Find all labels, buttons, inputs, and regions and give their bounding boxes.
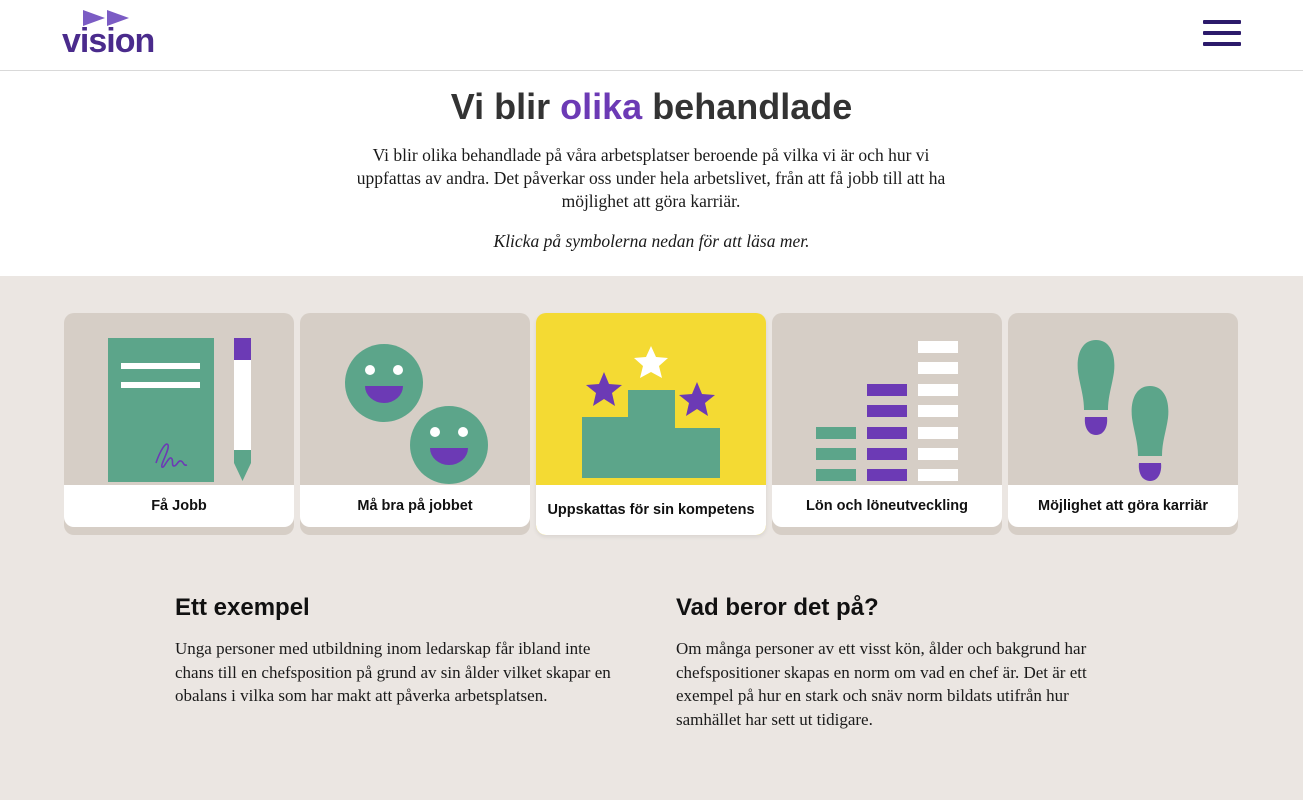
reason-text: Om många personer av ett visst kön, ålder och bakgrund har chefspositioner skapas en norm om vad en chef är. Det är ett exempel på hur en stark och snäv norm bildats utifrån hur samhället har sett ut tidigare. xyxy=(676,639,1087,729)
vision-logo[interactable] xyxy=(62,10,162,58)
intro-section xyxy=(0,71,1303,276)
card-label: Möjlighet att göra karriär xyxy=(1008,485,1238,527)
example-heading: Ett exempel xyxy=(175,594,310,621)
card-lon[interactable] xyxy=(772,313,1002,535)
title-accent: olika xyxy=(560,86,643,127)
hamburger-menu-button[interactable] xyxy=(1203,20,1241,46)
intro-lead: Vi blir olika behandlade på våra arbetsplatser beroende på vilka vi är och hur vi uppfattas av andra. Det påverkar oss under hela arbetslivet, från att få jobb till att ha möjlighet att göra karriär. xyxy=(356,145,946,211)
hamburger-menu-icon xyxy=(1203,20,1241,24)
card-label: Lön och löneutveckling xyxy=(772,485,1002,527)
logo-text: vision xyxy=(62,22,155,60)
podium-stars-icon xyxy=(536,313,766,485)
card-ma-bra[interactable] xyxy=(300,313,530,535)
reason-section xyxy=(676,593,1126,731)
card-fa-jobb[interactable] xyxy=(64,313,294,535)
salary-bars-icon xyxy=(772,313,1002,485)
signed-document-pen-icon xyxy=(64,313,294,485)
card-uppskattas[interactable] xyxy=(536,313,766,535)
card-label: Uppskattas för sin kompetens xyxy=(536,485,766,535)
reason-heading: Vad beror det på? xyxy=(676,594,879,621)
card-label: Få Jobb xyxy=(64,485,294,527)
page-title: Vi blir olika behandlade xyxy=(450,86,853,127)
intro-hint: Klicka på symbolerna nedan för att läsa mer. xyxy=(493,231,810,251)
smiley-faces-icon xyxy=(300,313,530,485)
example-section xyxy=(175,593,625,708)
example-text: Unga personer med utbildning inom ledarskap får ibland inte chans till en chefsposition på grund av sin ålder vilket skapar en obalans i vilka som har makt att påverka arbetsplatsen. xyxy=(175,639,611,705)
card-karriar[interactable] xyxy=(1008,313,1238,535)
card-label: Må bra på jobbet xyxy=(300,485,530,527)
footsteps-icon xyxy=(1008,313,1238,485)
top-bar xyxy=(0,0,1303,71)
